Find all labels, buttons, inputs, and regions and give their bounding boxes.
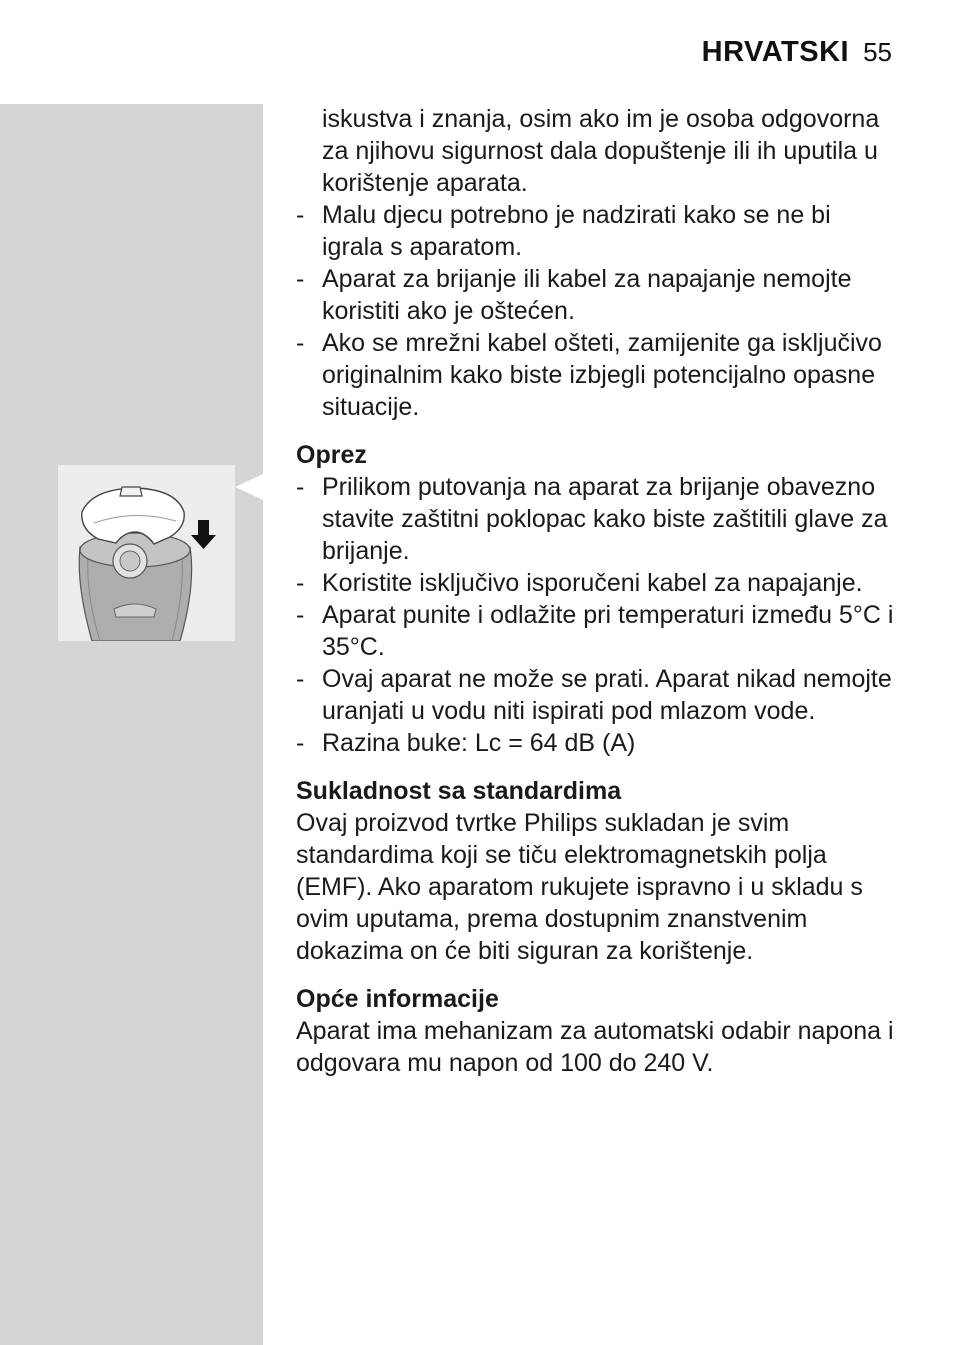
caution-heading: Oprez (296, 441, 367, 469)
caution-item: - Razina buke: Lc = 64 dB (A) (296, 727, 896, 759)
main-content (296, 103, 896, 1079)
page-number: 55 (863, 37, 892, 67)
figure-pointer (235, 474, 263, 500)
caution-item: - Koristite isključivo isporučeni kabel za napajanje. (296, 567, 896, 599)
caution-item: - Prilikom putovanja na aparat za brijanje obavezno stavite zaštitni poklopac kako biste zaštitili glave za brijanje. (296, 471, 896, 567)
safety-item: - Aparat za brijanje ili kabel za napajanje nemojte koristiti ako je oštećen. (296, 263, 896, 327)
safety-item: - Malu djecu potrebno je nadzirati kako se ne bi igrala s aparatom. (296, 199, 896, 263)
language-title: HRVATSKI (701, 36, 850, 68)
general-info-text: Aparat ima mehanizam za automatski odabir napona i odgovara mu napon od 100 do 240 V. (296, 1017, 894, 1077)
shaver-protection-cap-illustration (58, 465, 235, 641)
safety-item: - Ako se mrežni kabel ošteti, zamijenite ga isključivo originalnim kako biste izbjegli potencijalno opasne situacije. (296, 327, 896, 423)
general-info-heading: Opće informacije (296, 985, 499, 1013)
shaver-illustration-svg (58, 465, 235, 641)
sidebar (0, 104, 263, 1345)
compliance-text: Ovaj proizvod tvrtke Philips sukladan je svim standardima koji se tiču elektromagnetskih polja (EMF). Ako aparatom rukujete ispravno i u skladu s ovim uputama, prema dostupnim znanstvenim dokazima on će biti siguran za korištenje. (296, 809, 863, 965)
page-header (702, 36, 892, 69)
intro-continuation: iskustva i znanja, osim ako im je osoba odgovorna za njihovu sigurnost dala dopuštenje ili ih uputila u korištenje aparata. (322, 105, 880, 197)
compliance-heading: Sukladnost sa standardima (296, 777, 622, 805)
safety-list (296, 199, 896, 423)
caution-item: - Ovaj aparat ne može se prati. Aparat nikad nemojte uranjati u vodu niti ispirati pod mlazom vode. (296, 663, 896, 727)
caution-item: - Aparat punite i odlažite pri temperaturi između 5°C i 35°C. (296, 599, 896, 663)
caution-list (296, 471, 896, 759)
